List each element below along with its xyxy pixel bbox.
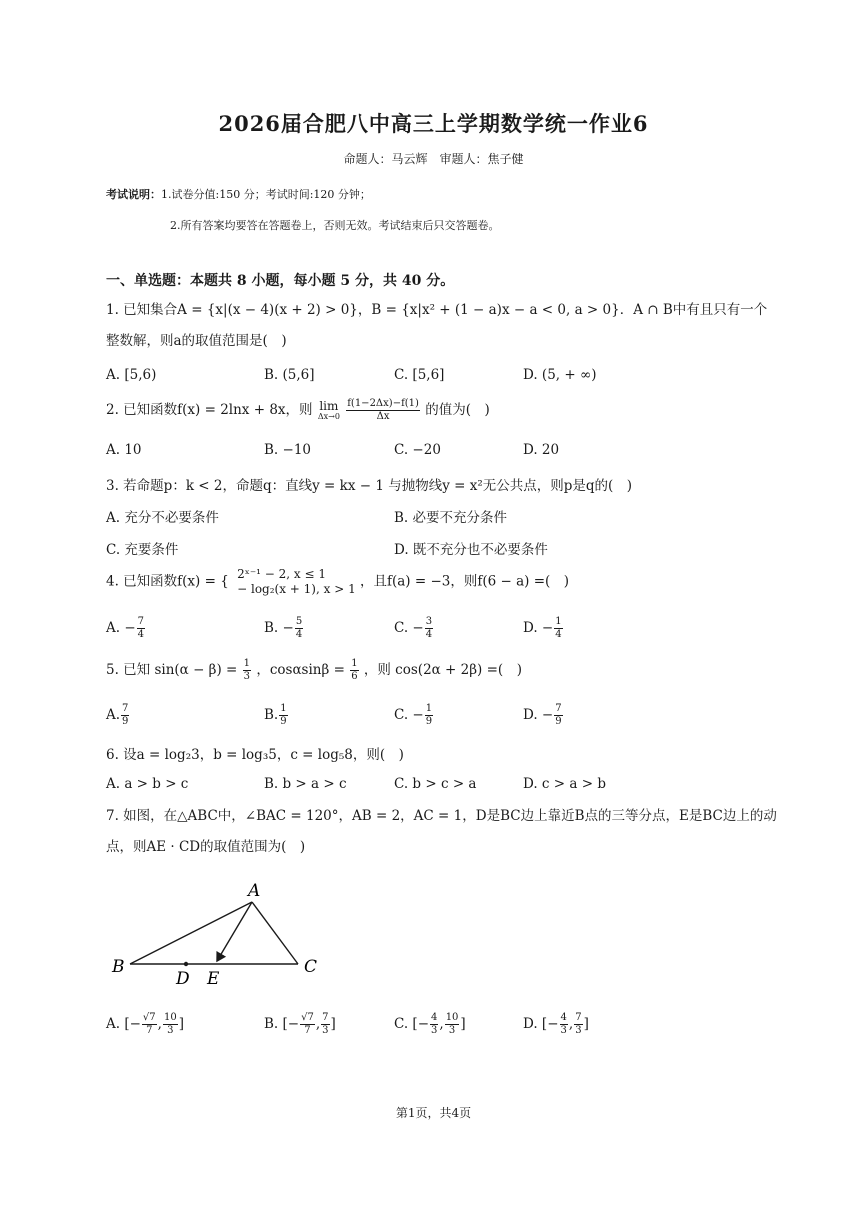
q7b-frac1 [300,1012,315,1037]
q4a-frac [137,616,145,641]
q5b-label: B. [264,707,279,723]
q5b-num: 1 [280,703,287,714]
q7c-label: C. [− [394,1016,430,1032]
q7b-num2: 7 [322,1012,329,1023]
q4d-frac [554,616,562,641]
q5d-frac [554,703,562,728]
q5-option-b [264,703,289,728]
q7a-label: A. [− [106,1016,141,1032]
q4d-den: 4 [555,629,562,640]
q7c-den1: 3 [431,1025,438,1036]
side-ac [252,902,298,964]
q4-option-d [523,616,564,641]
label-e: E [207,969,220,989]
q2-option-a: A. 10 [106,442,142,458]
q5-option-a [106,703,130,728]
q2-fraction [346,398,420,423]
q4a-den: 4 [137,629,145,640]
q5-frac1 [243,658,251,683]
q4-option-c [394,616,434,641]
triangle-figure [100,870,340,995]
q7d-den1: 3 [560,1025,567,1036]
q4b-num: 5 [295,616,303,627]
q5-f1-den: 3 [243,671,251,682]
q7-option-c: C. [− $\frac{4}{3}$ , $\frac{10}{3}$ ] [394,1012,466,1036]
q4d-num: 1 [555,616,562,627]
q4c-num: 3 [425,616,433,627]
q5a-den: 9 [122,716,129,727]
q3-option-b: B. 必要不充分条件 [394,510,508,526]
q7b-den2: 3 [322,1025,329,1036]
q2-frac-den: Δx [376,411,390,422]
q4-case2: − log₂(x + 1), x > 1 [237,582,356,596]
exam-note-line2: 2.所有答案均要答在答题卷上，否则无效。考试结束后只交答题卷。 [170,219,500,232]
q2-lim-text: lim [319,399,339,413]
q4-piecewise [237,567,356,597]
q7b-frac2 [321,1012,329,1037]
q1-option-c: C. [5,6] [394,367,445,383]
label-c: C [304,957,318,977]
q4d-label: D. − [523,620,554,636]
q7d-frac2 [574,1012,582,1037]
q5-stem-c: ，则 cos(2α + 2β) =( ) [363,662,522,678]
q7d-frac1 [560,1012,568,1037]
q3-option-c: C. 充要条件 [106,542,179,558]
q4-stem-pre: 4. 已知函数f(x) = { [106,573,229,590]
authors-line: 命题人：马云辉 审题人：焦子健 [343,152,524,166]
q7c-frac2 [445,1012,460,1037]
q5c-label: C. − [394,707,424,723]
q7-option-a: A. [− $\frac{√7}{7}$ , $\frac{10}{3}$ ] [106,1012,184,1036]
q4c-den: 4 [425,629,433,640]
q4-case1: 2ˣ⁻¹ − 2, x ≤ 1 [237,567,327,581]
q3-option-a: A. 充分不必要条件 [106,510,219,526]
q4a-num: 7 [137,616,145,627]
q2-option-d: D. 20 [523,442,560,458]
q6-option-d: D. c > a > b [523,776,606,792]
q5b-frac [279,703,287,728]
question-6-stem: 6. 设a = log₂3，b = log₃5，c = log₅8，则( ) [106,747,404,763]
q7c-den2: 3 [448,1025,456,1036]
q4b-label: B. − [264,620,294,636]
q7a-num2: 10 [163,1012,177,1023]
exam-note-text1: 1.试卷分值:150 分；考试时间:120 分钟； [161,188,371,201]
q7d-num2: 7 [575,1012,582,1023]
q1-option-d: D. (5, + ∞) [523,367,597,383]
q5a-num: 7 [122,703,129,714]
q7b-label: B. [− [264,1016,300,1032]
q2-limit [318,400,340,421]
page-footer: 第1页，共4页 [395,1106,472,1120]
q5c-den: 9 [425,716,433,727]
q7a-frac2 [163,1012,178,1037]
q7c-num1: 4 [431,1012,438,1023]
q5-option-d [523,703,564,728]
q5-frac2 [350,658,358,683]
q7c-frac1 [430,1012,438,1037]
q2-stem-post: 的值为( ) [425,402,490,418]
q7a-frac1 [142,1012,157,1037]
q6-option-c: C. b > c > a [394,776,477,792]
q1-option-a: A. [5,6) [106,367,157,383]
q7a-num1: √7 [142,1012,156,1023]
q5d-num: 7 [555,703,562,714]
q1-option-b: B. (5,6] [264,367,315,383]
section-heading: 一、单选题：本题共 8 小题，每小题 5 分，共 40 分。 [106,273,455,289]
q7d-den2: 3 [575,1025,582,1036]
label-d: D [176,969,190,989]
q7a-den1: 7 [146,1025,153,1036]
label-a: A [248,881,261,901]
exam-note-label: 考试说明： [106,188,161,201]
q2-lim-sub: Δx→0 [317,412,340,421]
point-d [184,962,188,966]
q5c-num: 1 [425,703,433,714]
exam-note-line1 [106,186,371,202]
q4-option-a [106,616,146,641]
question-2-stem [106,398,490,423]
q7d-label: D. [− [523,1016,559,1032]
q2-frac-num: f(1−2Δx)−f(1) [347,398,419,409]
q7-option-b: B. [− $\frac{√7}{7}$ , $\frac{7}{3}$ ] [264,1012,336,1036]
q5d-den: 9 [555,716,562,727]
q7-option-d: D. [− $\frac{4}{3}$ , $\frac{7}{3}$ ] [523,1012,589,1036]
q4c-label: C. − [394,620,424,636]
q4-stem-post: ，且f(a) = −3，则f(6 − a) =( ) [360,573,570,590]
question-5-stem [106,658,522,683]
q5-option-c [394,703,434,728]
q5b-den: 9 [280,716,287,727]
q4b-den: 4 [295,629,303,640]
question-4-stem [106,567,569,597]
label-b: B [112,957,125,977]
q5-f1-num: 1 [243,658,251,669]
q5c-frac [425,703,433,728]
q4b-frac [295,616,303,641]
q5d-label: D. − [523,707,554,723]
q2-stem-pre: 2. 已知函数f(x) = 2lnx + 8x，则 [106,402,313,418]
q4-option-b [264,616,304,641]
q5-f2-den: 6 [351,671,358,682]
q6-option-a: A. a > b > c [106,776,189,792]
q7c-num2: 10 [445,1012,459,1023]
q6-option-b: B. b > a > c [264,776,347,792]
q4a-label: A. − [106,620,136,636]
q5-stem-b: ，cosαsinβ = [256,662,345,678]
q7b-num1: √7 [301,1012,314,1023]
q5a-label: A. [106,707,121,723]
q7d-num1: 4 [560,1012,567,1023]
question-3-stem: 3. 若命题p：k < 2，命题q：直线y = kx − 1 与抛物线y = x²无公共点，则p是q的( ) [106,478,633,494]
q5-stem-a: 5. 已知 sin(α − β) = [106,662,238,678]
q4c-frac [425,616,433,641]
question-7-stem: 7. 如图，在△ABC中，∠BAC = 120°，AB = 2，AC = 1，D是BC边上靠近B点的三等分点，E是BC边上的动点，则AE · CD的取值范围为( ) [106,808,777,855]
q5a-frac [121,703,129,728]
q5-f2-num: 1 [351,658,358,669]
q3-option-d: D. 既不充分也不必要条件 [394,542,548,558]
q7a-den2: 3 [167,1025,174,1036]
question-1-stem: 1. 已知集合A = {x|(x − 4)(x + 2) > 0}，B = {x|x² + (1 − a)x − a < 0, a > 0}．A ∩ B中有且只有一个整数解，则a的取值范围是( ) [106,302,768,349]
q2-option-c: C. −20 [394,442,441,458]
q2-option-b: B. −10 [264,442,311,458]
page-title: 2026届合肥八中高三上学期数学统一作业6 [218,111,649,136]
q7b-den1: 7 [304,1025,311,1036]
